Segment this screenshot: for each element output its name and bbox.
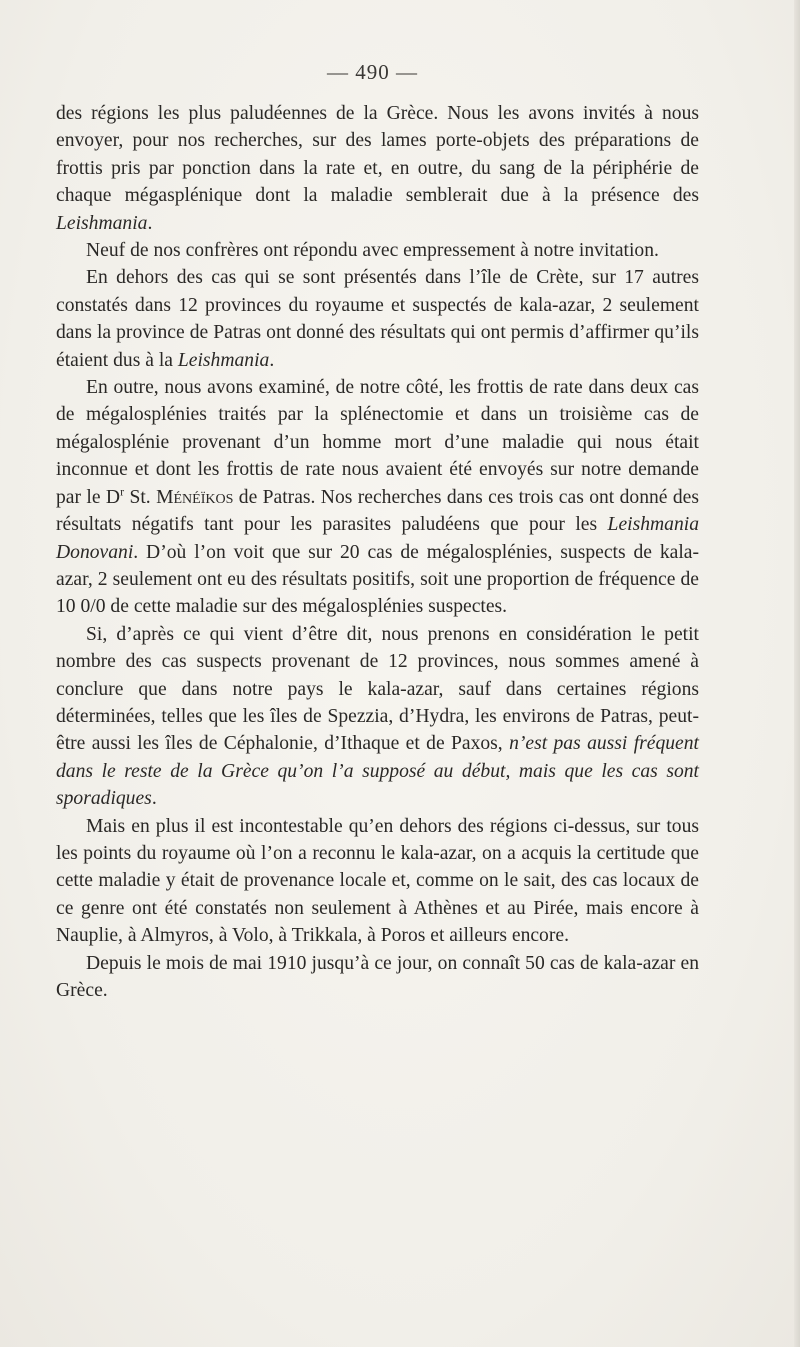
page-edge — [794, 0, 800, 1347]
p5-text-c: . — [151, 788, 157, 810]
p3-italic: Leishmania — [177, 349, 270, 371]
p5-italic: n’est pas aussi fréquent dans le reste de la Grèce qu’on l’a supposé au début, mais que les cas sont sporadiques — [56, 733, 699, 810]
paragraph-3 — [56, 264, 699, 374]
paragraph-1 — [56, 100, 699, 237]
p5-text-a: Si, d’après ce qui vient d’être dit, nous prenons en considération le petit nombre des cas suspects provenant de 12 provinces, nous sommes amené à conclure que dans notre pays le kala-azar, sauf dans certaines régions déterminées, telles que les îles de Spezzia, d’Hydra, les environs de Patras, peut-être aussi les îles de Céphalonie, d’Ithaque et de Paxos, — [56, 623, 699, 755]
p1-italic: Leishmania — [56, 212, 148, 234]
paragraph-4 — [56, 374, 699, 621]
p4-superscript: r — [120, 484, 125, 499]
page-number: — 490 — — [327, 60, 418, 84]
p3-text-a: En dehors des cas qui se sont présentés dans l’île de Crète, sur 17 autres constatés dans 12 provinces du royaume et suspectés de kala-azar, 2 seulement dans la province de Patras ont donné des résultats qui ont permis d’affirmer qu’ils étaient dus à la — [56, 267, 699, 371]
p3-text-c: . — [269, 349, 275, 371]
p4-italic: Leishmania Donovani — [56, 514, 699, 563]
body-text — [56, 100, 699, 1004]
p4-text-e: . D’où l’on voit que sur 20 cas de mégalosplénies, suspects de kala-azar, 2 seulement ont eu des résultats positifs, soit une proportion de fréquence de 10 0/0 de cette maladie sur des mégalosplénies suspectes. — [56, 541, 699, 618]
p4-author-name: Ménéïkos — [156, 486, 234, 508]
p1-text-a: des régions les plus paludéennes de la Grèce. Nous les avons invités à nous envoyer, pour nos recherches, sur des lames porte-objets des préparations de frottis pris par ponction dans la rate et, en outre, du sang de la périphérie de chaque mégasplénique dont la maladie semblerait due à la présence des — [56, 103, 699, 207]
paragraph-2: Neuf de nos confrères ont répondu avec empressement à notre invitation. — [86, 240, 659, 262]
p4-text-a: En outre, nous avons examiné, de notre côté, les frottis de rate dans deux cas de mégalosplénies traités par la splénectomie et dans un troisième cas de mégalosplénie provenant d’un homme mort d’une maladie qui nous était inconnue et dont les frottis de rate nous avaient été envoyés sur notre demande par le D — [56, 377, 699, 508]
p4-text-c: de Patras. Nos recherches dans ces trois cas ont donné des résultats négatifs tant pour les parasites paludéens que pour les — [56, 486, 699, 536]
paragraph-7: Depuis le mois de mai 1910 jusqu’à ce jour, on connaît 50 cas de kala-azar en Grèce. — [56, 952, 699, 1001]
paragraph-5 — [56, 621, 699, 813]
paragraph-6: Mais en plus il est incontestable qu’en dehors des régions ci-dessus, sur tous les points du royaume où l’on a reconnu le kala-azar, on a acquis la certitude que cette maladie y était de provenance locale et, comme on le sait, des cas locaux de ce genre ont été constatés non seulement à Athènes et au Pirée, mais encore à Nauplie, à Almyros, à Volo, à Trikkala, à Poros et ailleurs encore. — [56, 815, 699, 947]
p1-text-c: . — [147, 212, 153, 234]
p4-text-b: St. — [124, 486, 157, 508]
